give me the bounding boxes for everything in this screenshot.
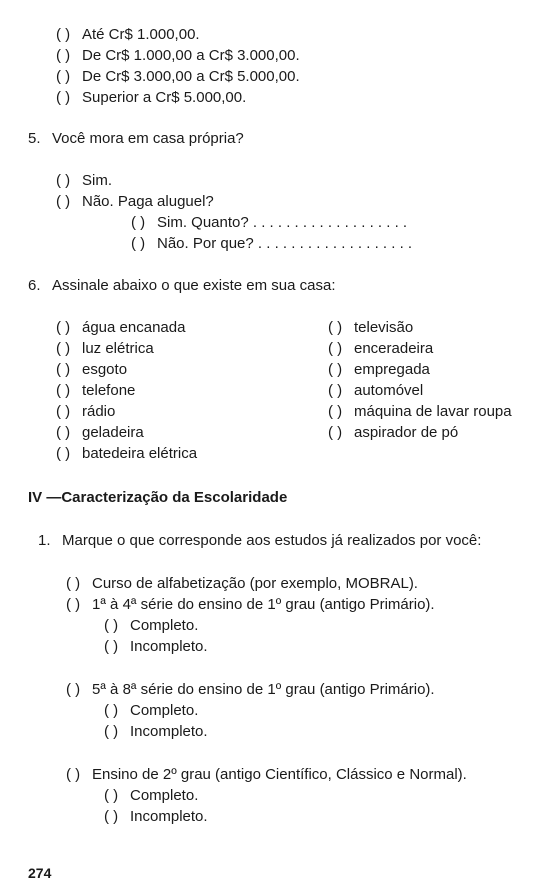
page-number: 274 [28, 865, 52, 881]
income-option-1[interactable] [56, 26, 200, 44]
income-option-4[interactable] [56, 89, 246, 107]
checkbox[interactable]: ( ) [56, 424, 71, 441]
option-label: Não. Paga aluguel? [82, 193, 214, 210]
option-label: batedeira elétrica [82, 445, 198, 462]
option-label: geladeira [82, 424, 144, 441]
checkbox[interactable]: ( ) [66, 575, 81, 592]
checkbox[interactable]: ( ) [328, 319, 343, 336]
q6-right-item[interactable] [328, 361, 430, 379]
checkbox[interactable]: ( ) [104, 638, 119, 655]
option-label: Incompleto. [130, 638, 208, 655]
q6-left-item[interactable] [56, 403, 115, 421]
s4q1-option-4[interactable] [66, 766, 467, 784]
q6-left-item[interactable] [56, 382, 135, 400]
q5-option-no[interactable] [56, 193, 214, 211]
option-label: Completo. [130, 702, 199, 719]
checkbox[interactable]: ( ) [56, 193, 71, 210]
s4q1-option-3-complete[interactable] [104, 702, 198, 720]
checkbox[interactable]: ( ) [104, 808, 119, 825]
q6-left-item[interactable] [56, 319, 185, 337]
q6-left-item[interactable] [56, 424, 144, 442]
checkbox[interactable]: ( ) [328, 382, 343, 399]
income-option-3[interactable] [56, 68, 300, 86]
checkbox[interactable]: ( ) [56, 26, 71, 43]
checkbox[interactable]: ( ) [66, 766, 81, 783]
q6-left-item[interactable] [56, 361, 127, 379]
question-number: 1. [38, 532, 51, 549]
option-label: Incompleto. [130, 808, 208, 825]
option-label: automóvel [354, 382, 424, 399]
s4q1-option-2[interactable] [66, 596, 435, 614]
question-text: Marque o que corresponde aos estudos já realizados por você: [62, 532, 482, 549]
q6-right-item[interactable] [328, 403, 512, 421]
option-label: telefone [82, 382, 136, 399]
option-label: enceradeira [354, 340, 434, 357]
checkbox[interactable]: ( ) [56, 403, 71, 420]
option-label: 5ª à 8ª série do ensino de 1º grau (antigo Primário). [92, 681, 435, 698]
s4q1-option-2-incomplete[interactable] [104, 638, 208, 656]
option-label: Completo. [130, 787, 199, 804]
option-label: Não. Por que? . . . . . . . . . . . . . . . . . . . [157, 235, 413, 252]
question-text: Você mora em casa própria? [52, 130, 244, 147]
option-label: empregada [354, 361, 430, 378]
s4q1-option-3[interactable] [66, 681, 435, 699]
checkbox[interactable]: ( ) [328, 340, 343, 357]
option-label: esgoto [82, 361, 128, 378]
option-label: Curso de alfabetização (por exemplo, MOBRAL). [92, 575, 418, 592]
option-label: máquina de lavar roupa [354, 403, 512, 420]
section-title: IV —Caracterização da Escolaridade [28, 489, 288, 506]
option-label: Completo. [130, 617, 199, 634]
option-label: televisão [354, 319, 414, 336]
option-label: luz elétrica [82, 340, 154, 357]
checkbox[interactable]: ( ) [56, 172, 71, 189]
option-label: aspirador de pó [354, 424, 459, 441]
question-text: Assinale abaixo o que existe em sua casa: [52, 277, 336, 294]
checkbox[interactable]: ( ) [328, 424, 343, 441]
option-label: Sim. [82, 172, 112, 189]
q5-sub-no[interactable] [131, 235, 412, 253]
checkbox[interactable]: ( ) [56, 361, 71, 378]
q5-sub-yes[interactable] [131, 214, 407, 232]
checkbox[interactable]: ( ) [104, 617, 119, 634]
option-label: Ensino de 2º grau (antigo Científico, Clássico e Normal). [92, 766, 467, 783]
q6-right-item[interactable] [328, 424, 458, 442]
question-6 [28, 277, 336, 295]
q6-left-item[interactable] [56, 340, 154, 358]
option-label: Até Cr$ 1.000,00. [82, 26, 200, 43]
checkbox[interactable]: ( ) [328, 403, 343, 420]
section4-question-1 [38, 532, 481, 550]
s4q1-option-1[interactable] [66, 575, 418, 593]
checkbox[interactable]: ( ) [131, 214, 146, 231]
checkbox[interactable]: ( ) [56, 445, 71, 462]
checkbox[interactable]: ( ) [66, 596, 81, 613]
s4q1-option-4-complete[interactable] [104, 787, 198, 805]
checkbox[interactable]: ( ) [56, 68, 71, 85]
q6-left-item[interactable] [56, 445, 197, 463]
option-label: 1ª à 4ª série do ensino de 1º grau (antigo Primário). [92, 596, 435, 613]
option-label: De Cr$ 1.000,00 a Cr$ 3.000,00. [82, 47, 300, 64]
checkbox[interactable]: ( ) [66, 681, 81, 698]
checkbox[interactable]: ( ) [131, 235, 146, 252]
checkbox[interactable]: ( ) [56, 89, 71, 106]
option-label: água encanada [82, 319, 186, 336]
s4q1-option-2-complete[interactable] [104, 617, 198, 635]
income-option-2[interactable] [56, 47, 300, 65]
q6-right-item[interactable] [328, 319, 413, 337]
checkbox[interactable]: ( ) [328, 361, 343, 378]
checkbox[interactable]: ( ) [56, 319, 71, 336]
s4q1-option-4-incomplete[interactable] [104, 808, 208, 826]
checkbox[interactable]: ( ) [104, 702, 119, 719]
checkbox[interactable]: ( ) [56, 47, 71, 64]
option-label: Sim. Quanto? . . . . . . . . . . . . . . . . . . . [157, 214, 408, 231]
option-label: De Cr$ 3.000,00 a Cr$ 5.000,00. [82, 68, 300, 85]
checkbox[interactable]: ( ) [56, 382, 71, 399]
question-5 [28, 130, 244, 148]
checkbox[interactable]: ( ) [104, 723, 119, 740]
s4q1-option-3-incomplete[interactable] [104, 723, 208, 741]
checkbox[interactable]: ( ) [104, 787, 119, 804]
question-number: 5. [28, 130, 41, 147]
checkbox[interactable]: ( ) [56, 340, 71, 357]
q6-right-item[interactable] [328, 340, 433, 358]
option-label: rádio [82, 403, 116, 420]
question-number: 6. [28, 277, 41, 294]
option-label: Incompleto. [130, 723, 208, 740]
q5-option-yes[interactable] [56, 172, 112, 190]
option-label: Superior a Cr$ 5.000,00. [82, 89, 247, 106]
q6-right-item[interactable] [328, 382, 423, 400]
